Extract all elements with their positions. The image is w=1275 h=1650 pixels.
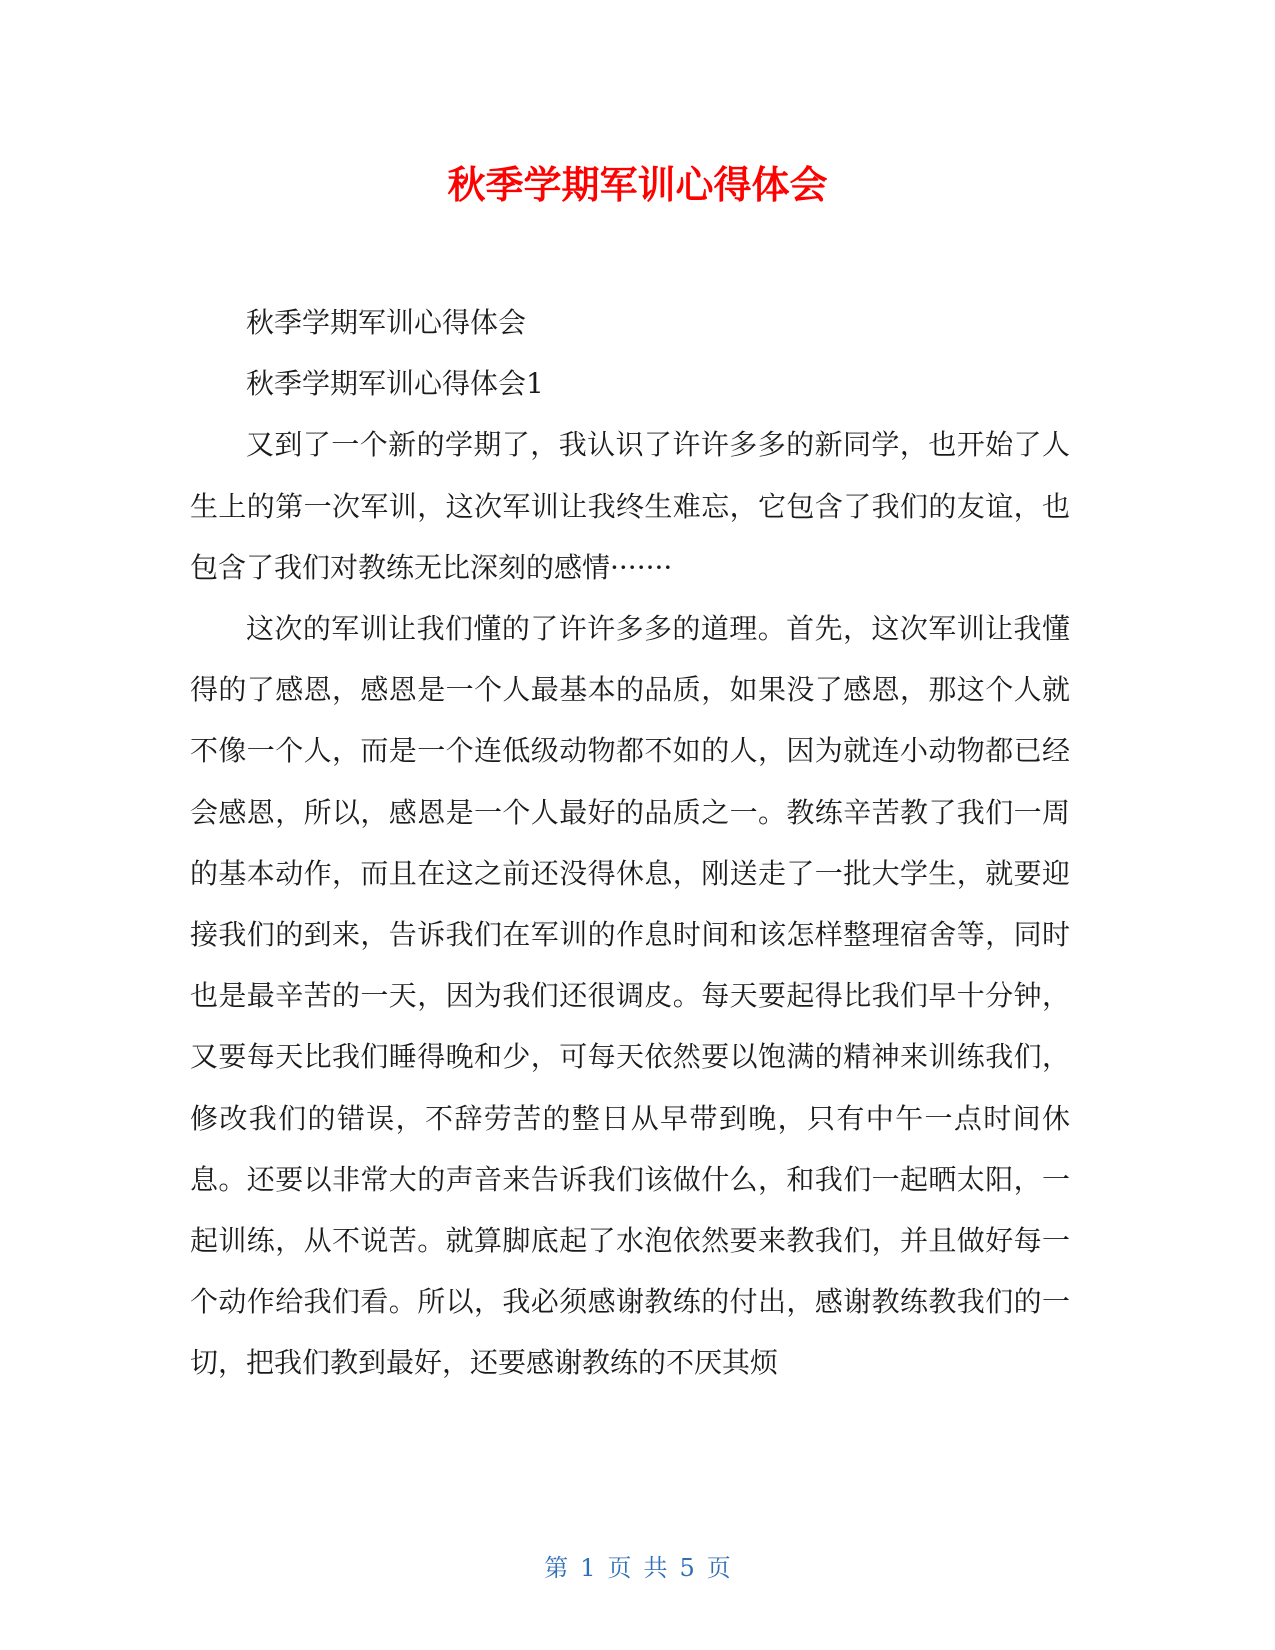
page-label-suffix: 页	[706, 1554, 731, 1582]
paragraph-2: 这次的军训让我们懂的了许许多多的道理。首先，这次军训让我懂得的了感恩，感恩是一个人最基本的品质，如果没了感恩，那这个人就不像一个人，而是一个连低级动物都不如的人，因为就连小动物都已经会感恩，所以，感恩是一个人最好的品质之一。教练辛苦教了我们一周的基本动作，而且在这之前还没得休息，刚送走了一批大学生，就要迎接我们的到来，告诉我们在军训的作息时间和该怎样整理宿舍等，同时也是最辛苦的一天，因为我们还很调皮。每天要起得比我们早十分钟，又要每天比我们睡得晚和少，可每天依然要以饱满的精神来训练我们，修改我们的错误，不辞劳苦的整日从早带到晚，只有中午一点时间休息。还要以非常大的声音来告诉我们该做什么，和我们一起晒太阳，一起训练，从不说苦。就算脚底起了水泡依然要来教我们，并且做好每一个动作给我们看。所以，我必须感谢教练的付出，感谢教练教我们的一切，把我们教到最好，还要感谢教练的不厌其烦	[190, 612, 1070, 1380]
document-subtitle: 秋季学期军训心得体会	[246, 306, 527, 339]
total-pages-number: 5	[679, 1554, 695, 1582]
page-label-prefix: 第	[544, 1554, 569, 1582]
total-label: 共	[643, 1554, 668, 1582]
current-page-number: 1	[580, 1554, 596, 1582]
paragraph-1: 又到了一个新的学期了，我认识了许许多多的新同学，也开始了人生上的第一次军训，这次军训让我终生难忘，它包含了我们的友谊，也包含了我们对教练无比深刻的感情·······	[190, 428, 1070, 584]
section-heading: 秋季学期军训心得体会1	[246, 367, 544, 401]
document-title: 秋季学期军训心得体会	[447, 163, 828, 207]
document-body	[190, 292, 1070, 1394]
page-label-mid: 页	[607, 1554, 632, 1582]
page-footer	[0, 1548, 1275, 1583]
